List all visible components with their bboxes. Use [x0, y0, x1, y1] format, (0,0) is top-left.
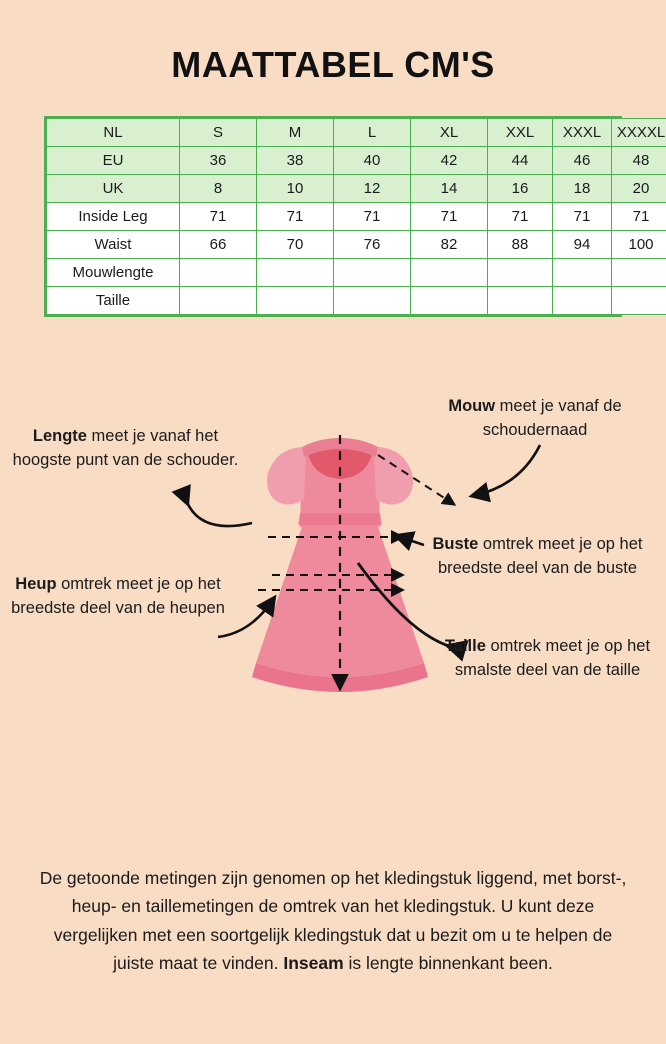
footer-note [33, 864, 633, 977]
table-cell [334, 287, 411, 315]
table-cell: 82 [411, 231, 488, 259]
table-cell: XXL [488, 119, 553, 147]
table-row-label: Waist [47, 231, 180, 259]
table-cell: S [180, 119, 257, 147]
size-table-container [44, 116, 622, 317]
table-cell [553, 287, 612, 315]
table-cell [257, 287, 334, 315]
table-cell [488, 259, 553, 287]
table-cell: 88 [488, 231, 553, 259]
table-cell: 36 [180, 147, 257, 175]
table-cell: 94 [553, 231, 612, 259]
callout-buste [420, 533, 655, 581]
table-cell: XL [411, 119, 488, 147]
table-row-label: Inside Leg [47, 203, 180, 231]
table-cell [488, 287, 553, 315]
table-cell: 71 [553, 203, 612, 231]
table-cell: 76 [334, 231, 411, 259]
callout-lengte-label: Lengte [33, 427, 87, 445]
page-title: MAATTABEL CM'S [0, 44, 666, 86]
callout-mouw-text: meet je vanaf de schoudernaad [483, 397, 622, 439]
footer-note-bold: Inseam [283, 953, 343, 973]
table-row-label: NL [47, 119, 180, 147]
table-cell: 10 [257, 175, 334, 203]
table-cell: 71 [488, 203, 553, 231]
table-row [47, 147, 666, 175]
callout-heup-label: Heup [15, 575, 56, 593]
table-cell: 71 [334, 203, 411, 231]
table-cell: 12 [334, 175, 411, 203]
table-cell [612, 259, 666, 287]
table-row-label: Taille [47, 287, 180, 315]
callout-heup-text: omtrek meet je op het breedste deel van de heupen [11, 575, 225, 617]
footer-note-text-before: De getoonde metingen zijn genomen op het kledingstuk liggend, met borst-, heup- en taillemetingen de omtrek van het kledingstuk. U kunt deze vergelijken met een soortgelijk kledingstuk dat u bezit om u te helpen de juiste maat te vinden. [40, 868, 627, 973]
measurement-illustration [0, 385, 666, 785]
table-cell: 16 [488, 175, 553, 203]
callout-taille [440, 635, 655, 683]
table-cell [334, 259, 411, 287]
callout-taille-text: omtrek meet je op het smalste deel van de taille [455, 637, 650, 679]
table-cell: 70 [257, 231, 334, 259]
table-cell: 44 [488, 147, 553, 175]
table-cell: 42 [411, 147, 488, 175]
callout-heup [8, 573, 228, 621]
table-row-label: UK [47, 175, 180, 203]
table-cell: 71 [180, 203, 257, 231]
table-row-label: EU [47, 147, 180, 175]
table-cell [411, 287, 488, 315]
table-cell: M [257, 119, 334, 147]
table-cell: 8 [180, 175, 257, 203]
size-table [46, 118, 666, 315]
table-row [47, 259, 666, 287]
table-cell [553, 259, 612, 287]
table-cell: 48 [612, 147, 666, 175]
table-cell: L [334, 119, 411, 147]
table-cell: 66 [180, 231, 257, 259]
table-row [47, 203, 666, 231]
size-table-body [47, 119, 666, 315]
callout-mouw [420, 395, 650, 443]
footer-note-text-after: is lengte binnenkant been. [344, 953, 553, 973]
table-cell: 18 [553, 175, 612, 203]
table-cell: 20 [612, 175, 666, 203]
table-cell [257, 259, 334, 287]
callout-lengte-text: meet je vanaf het hoogste punt van de schouder. [13, 427, 239, 469]
table-cell [612, 287, 666, 315]
table-cell [411, 259, 488, 287]
table-row [47, 287, 666, 315]
table-cell: XXXXL [612, 119, 666, 147]
table-row [47, 119, 666, 147]
table-cell: 46 [553, 147, 612, 175]
table-cell: 71 [411, 203, 488, 231]
callout-lengte [8, 425, 243, 473]
table-cell [180, 259, 257, 287]
table-cell: 40 [334, 147, 411, 175]
callout-buste-label: Buste [432, 535, 478, 553]
table-cell: 71 [257, 203, 334, 231]
callout-buste-text: omtrek meet je op het breedste deel van de buste [438, 535, 643, 577]
table-cell: 38 [257, 147, 334, 175]
table-row [47, 175, 666, 203]
table-cell: 100 [612, 231, 666, 259]
table-row-label: Mouwlengte [47, 259, 180, 287]
table-cell: 71 [612, 203, 666, 231]
table-cell: 14 [411, 175, 488, 203]
table-cell: XXXL [553, 119, 612, 147]
table-cell [180, 287, 257, 315]
callout-mouw-label: Mouw [448, 397, 495, 415]
table-row [47, 231, 666, 259]
callout-taille-label: Taille [445, 637, 486, 655]
